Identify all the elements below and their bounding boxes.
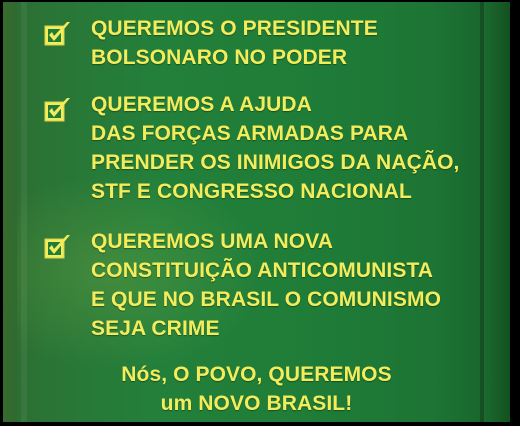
closing-line: um NOVO BRASIL!: [160, 392, 353, 415]
left-border-stripe: [3, 2, 17, 422]
checkbox-checked-icon: [43, 95, 73, 125]
demand-line: DAS FORÇAS ARMADAS PARA: [91, 122, 409, 145]
demand-line: SEJA CRIME: [91, 317, 220, 340]
demand-item-2: [43, 90, 483, 208]
demand-line: QUEREMOS O PRESIDENTE: [91, 17, 378, 40]
demand-item-1: [43, 14, 483, 74]
checkbox-checked-icon: [43, 19, 73, 49]
demand-text: [91, 227, 491, 343]
closing-statement: [3, 360, 510, 418]
demand-line: STF E CONGRESSO NACIONAL: [91, 180, 412, 203]
demand-line: BOLSONARO NO PODER: [91, 46, 348, 69]
demand-item-3: [43, 227, 483, 345]
demand-line: QUEREMOS UMA NOVA: [91, 230, 334, 253]
demand-line: E QUE NO BRASIL O COMUNISMO: [91, 288, 441, 311]
left-highlight-stripe: [21, 2, 27, 422]
demand-line: PRENDER OS INIMIGOS DA NAÇÃO,: [91, 151, 460, 174]
demand-line: CONSTITUIÇÃO ANTICOMUNISTA: [91, 259, 434, 282]
banner-panel: [3, 2, 510, 422]
demand-line: QUEREMOS A AJUDA: [91, 93, 312, 116]
demand-text: [91, 90, 491, 206]
demand-text: [91, 14, 491, 72]
checkbox-checked-icon: [43, 232, 73, 262]
closing-line: Nós, O POVO, QUEREMOS: [121, 363, 392, 386]
